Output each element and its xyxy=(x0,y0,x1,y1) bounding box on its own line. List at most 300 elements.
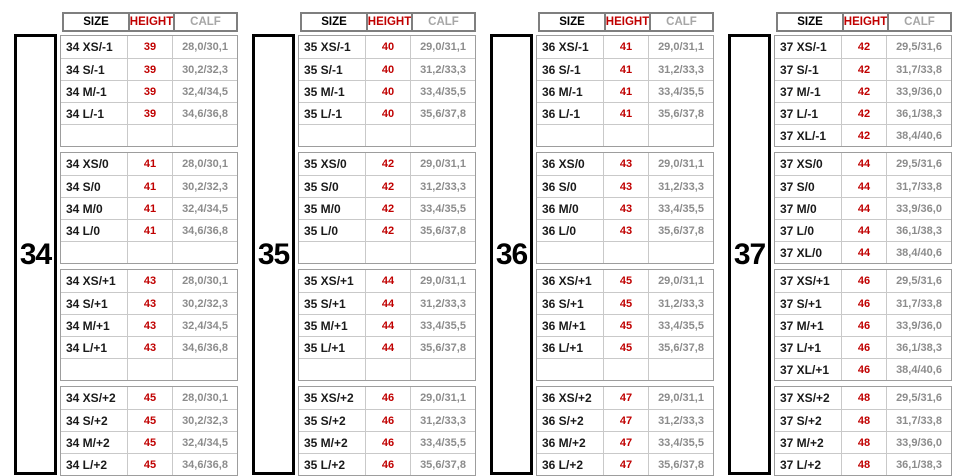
size-cell: 37 S/+1 xyxy=(780,296,822,311)
table-row xyxy=(775,219,951,241)
size-block xyxy=(298,152,476,264)
size-cell: 35 L/+1 xyxy=(304,340,346,355)
table-row xyxy=(299,219,475,241)
size-cell: 35 XS/-1 xyxy=(304,40,351,54)
height-cell: 47 xyxy=(603,454,648,475)
header-calf: CALF xyxy=(411,14,474,30)
height-cell: 46 xyxy=(841,359,886,380)
table-row xyxy=(61,453,237,475)
calf-cell: 36,1/38,3 xyxy=(886,220,951,241)
group-bracket-34 xyxy=(14,34,57,475)
table-row xyxy=(537,197,713,219)
table-row xyxy=(775,102,951,124)
table-row xyxy=(299,153,475,175)
table-row xyxy=(537,431,713,453)
height-cell: 44 xyxy=(365,293,410,314)
height-cell: 45 xyxy=(603,270,648,292)
size-block xyxy=(60,152,238,264)
calf-cell: 29,0/31,1 xyxy=(410,153,475,175)
size-block xyxy=(536,35,714,147)
height-cell: 44 xyxy=(841,153,886,175)
size-cell: 35 L/-1 xyxy=(304,106,343,121)
size-cell: 37 XL/0 xyxy=(780,245,823,260)
height-cell: 39 xyxy=(127,36,172,58)
size-cell: 34 M/+2 xyxy=(66,435,110,450)
size-cell: 36 M/+2 xyxy=(542,435,586,450)
calf-cell: 34,6/36,8 xyxy=(172,454,237,475)
table-row xyxy=(775,58,951,80)
height-cell: 46 xyxy=(841,270,886,292)
size-cell: 34 M/-1 xyxy=(66,84,107,99)
size-cell: 36 L/+1 xyxy=(542,340,584,355)
size-cell: 35 XS/0 xyxy=(304,157,347,171)
table-row xyxy=(775,431,951,453)
size-group-36 xyxy=(490,12,714,476)
calf-cell: 33,4/35,5 xyxy=(410,198,475,219)
group-label: 37 xyxy=(733,237,766,271)
size-cell: 37 S/+2 xyxy=(780,413,822,428)
height-cell: 42 xyxy=(841,103,886,124)
calf-cell: 33,4/35,5 xyxy=(410,432,475,453)
calf-cell: 36,1/38,3 xyxy=(886,454,951,475)
table-row xyxy=(775,124,951,146)
calf-cell: 32,4/34,5 xyxy=(172,315,237,336)
size-cell-empty xyxy=(537,125,603,146)
height-cell: 42 xyxy=(365,176,410,197)
size-cell: 34 M/0 xyxy=(66,201,103,216)
size-cell: 37 L/+2 xyxy=(780,457,822,472)
calf-cell: 36,1/38,3 xyxy=(886,103,951,124)
calf-cell: 36,1/38,3 xyxy=(886,337,951,358)
size-block xyxy=(60,386,238,476)
table-row xyxy=(537,58,713,80)
height-cell: 41 xyxy=(603,36,648,58)
size-block xyxy=(536,152,714,264)
calf-cell: 38,4/40,6 xyxy=(886,359,951,380)
height-cell: 48 xyxy=(841,432,886,453)
calf-cell: 31,2/33,3 xyxy=(410,293,475,314)
calf-cell: 35,6/37,8 xyxy=(648,220,713,241)
height-cell: 43 xyxy=(603,198,648,219)
table-row xyxy=(537,36,713,58)
height-cell: 41 xyxy=(603,59,648,80)
calf-cell: 35,6/37,8 xyxy=(410,454,475,475)
table-row xyxy=(775,197,951,219)
calf-cell: 31,2/33,3 xyxy=(648,410,713,431)
height-cell: 46 xyxy=(365,432,410,453)
calf-cell: 33,9/36,0 xyxy=(886,432,951,453)
size-cell: 35 L/+2 xyxy=(304,457,346,472)
table-row xyxy=(299,58,475,80)
height-cell: 45 xyxy=(603,293,648,314)
size-block xyxy=(536,269,714,381)
calf-cell-empty xyxy=(648,125,713,146)
size-cell: 36 XS/-1 xyxy=(542,40,589,54)
size-cell: 36 S/+1 xyxy=(542,296,584,311)
size-cell: 36 XS/0 xyxy=(542,157,585,171)
calf-cell: 32,4/34,5 xyxy=(172,432,237,453)
size-cell: 35 S/-1 xyxy=(304,62,343,77)
height-cell: 39 xyxy=(127,81,172,102)
height-cell: 41 xyxy=(127,153,172,175)
table-header xyxy=(776,12,952,32)
height-cell: 39 xyxy=(127,59,172,80)
size-cell: 36 M/+1 xyxy=(542,318,586,333)
calf-cell: 34,6/36,8 xyxy=(172,103,237,124)
height-cell: 44 xyxy=(365,270,410,292)
height-cell: 43 xyxy=(127,315,172,336)
table-row xyxy=(537,270,713,292)
table-row xyxy=(299,387,475,409)
header-calf: CALF xyxy=(649,14,712,30)
height-cell: 43 xyxy=(603,220,648,241)
header-height: HEIGHT xyxy=(367,16,412,28)
calf-cell: 30,2/32,3 xyxy=(172,410,237,431)
blank-row xyxy=(537,358,713,380)
size-cell: 34 L/-1 xyxy=(66,106,105,121)
table-row xyxy=(775,175,951,197)
calf-cell: 33,9/36,0 xyxy=(886,198,951,219)
size-cell: 34 L/0 xyxy=(66,223,101,238)
calf-cell: 28,0/30,1 xyxy=(172,153,237,175)
height-cell: 45 xyxy=(127,410,172,431)
size-cell: 36 S/-1 xyxy=(542,62,581,77)
size-cell: 37 XL/+1 xyxy=(780,362,830,377)
calf-cell: 32,4/34,5 xyxy=(172,198,237,219)
size-cell: 34 S/+1 xyxy=(66,296,108,311)
table-row xyxy=(537,175,713,197)
table-row xyxy=(61,197,237,219)
calf-cell: 31,7/33,8 xyxy=(886,293,951,314)
table-row xyxy=(61,36,237,58)
height-cell: 42 xyxy=(841,81,886,102)
height-cell: 41 xyxy=(127,220,172,241)
size-cell: 37 L/0 xyxy=(780,223,815,238)
height-cell: 47 xyxy=(603,387,648,409)
table-row xyxy=(537,453,713,475)
calf-cell: 31,2/33,3 xyxy=(648,59,713,80)
size-cell: 36 M/-1 xyxy=(542,84,583,99)
table-row xyxy=(537,102,713,124)
calf-cell: 29,0/31,1 xyxy=(648,387,713,409)
calf-cell: 30,2/32,3 xyxy=(172,176,237,197)
size-cell: 36 L/+2 xyxy=(542,457,584,472)
height-cell-empty xyxy=(127,242,172,263)
group-bracket-36 xyxy=(490,34,533,475)
calf-cell: 29,5/31,6 xyxy=(886,387,951,409)
size-cell: 35 M/0 xyxy=(304,201,341,216)
height-cell-empty xyxy=(365,359,410,380)
size-cell-empty xyxy=(537,242,603,263)
group-label: 34 xyxy=(19,237,52,271)
table-row xyxy=(775,36,951,58)
table-row xyxy=(537,153,713,175)
size-cell: 35 XS/+1 xyxy=(304,274,354,288)
calf-cell: 28,0/30,1 xyxy=(172,36,237,58)
height-cell: 43 xyxy=(127,293,172,314)
size-block xyxy=(60,269,238,381)
size-cell: 34 S/0 xyxy=(66,179,101,194)
height-cell: 42 xyxy=(841,36,886,58)
calf-cell: 31,2/33,3 xyxy=(648,293,713,314)
size-block xyxy=(536,386,714,476)
height-cell: 43 xyxy=(603,153,648,175)
calf-cell: 29,0/31,1 xyxy=(410,36,475,58)
table-row xyxy=(299,336,475,358)
height-cell: 45 xyxy=(603,337,648,358)
height-cell: 44 xyxy=(365,315,410,336)
table-row xyxy=(537,387,713,409)
size-cell: 36 S/0 xyxy=(542,179,577,194)
table-row xyxy=(775,153,951,175)
calf-cell: 30,2/32,3 xyxy=(172,59,237,80)
height-cell: 45 xyxy=(127,432,172,453)
height-cell: 48 xyxy=(841,410,886,431)
size-cell: 34 L/+1 xyxy=(66,340,108,355)
size-cell: 36 L/-1 xyxy=(542,106,581,121)
height-cell-empty xyxy=(603,359,648,380)
calf-cell-empty xyxy=(410,125,475,146)
blank-row xyxy=(299,241,475,263)
height-cell-empty xyxy=(127,125,172,146)
size-cell: 34 S/-1 xyxy=(66,62,105,77)
size-cell: 37 M/+1 xyxy=(780,318,824,333)
height-cell: 45 xyxy=(127,387,172,409)
size-cell: 34 XS/-1 xyxy=(66,40,113,54)
table-row xyxy=(775,387,951,409)
calf-cell: 38,4/40,6 xyxy=(886,242,951,263)
calf-cell: 28,0/30,1 xyxy=(172,387,237,409)
calf-cell: 33,4/35,5 xyxy=(648,81,713,102)
table-row xyxy=(61,219,237,241)
calf-cell: 30,2/32,3 xyxy=(172,293,237,314)
height-cell: 44 xyxy=(841,220,886,241)
calf-cell: 29,0/31,1 xyxy=(648,270,713,292)
size-cell: 37 S/-1 xyxy=(780,62,819,77)
group-bracket-37 xyxy=(728,34,771,475)
calf-cell-empty xyxy=(172,359,237,380)
height-cell: 40 xyxy=(365,103,410,124)
calf-cell-empty xyxy=(648,359,713,380)
table-row xyxy=(299,292,475,314)
size-cell: 34 M/+1 xyxy=(66,318,110,333)
size-cell-empty xyxy=(299,359,365,380)
table-row xyxy=(299,80,475,102)
height-cell-empty xyxy=(365,125,410,146)
calf-cell: 34,6/36,8 xyxy=(172,337,237,358)
calf-cell: 32,4/34,5 xyxy=(172,81,237,102)
calf-cell: 28,0/30,1 xyxy=(172,270,237,292)
height-cell: 42 xyxy=(841,59,886,80)
table-row xyxy=(537,219,713,241)
height-cell-empty xyxy=(603,242,648,263)
table-row xyxy=(299,431,475,453)
size-cell: 37 M/+2 xyxy=(780,435,824,450)
size-cell: 37 L/+1 xyxy=(780,340,822,355)
height-cell: 40 xyxy=(365,36,410,58)
table-row xyxy=(775,241,951,263)
table-row xyxy=(61,153,237,175)
size-cell: 36 XS/+1 xyxy=(542,274,592,288)
table-row xyxy=(775,292,951,314)
size-cell: 37 L/-1 xyxy=(780,106,819,121)
table-row xyxy=(775,80,951,102)
height-cell-empty xyxy=(365,242,410,263)
calf-cell-empty xyxy=(410,359,475,380)
height-cell: 40 xyxy=(365,59,410,80)
calf-cell-empty xyxy=(410,242,475,263)
group-tables xyxy=(60,12,238,476)
table-row xyxy=(61,387,237,409)
height-cell: 43 xyxy=(127,270,172,292)
calf-cell-empty xyxy=(172,125,237,146)
calf-cell: 31,2/33,3 xyxy=(410,410,475,431)
size-cell: 37 XL/-1 xyxy=(780,128,827,143)
size-group-34 xyxy=(14,12,238,476)
size-cell: 36 M/0 xyxy=(542,201,579,216)
header-calf: CALF xyxy=(887,14,950,30)
calf-cell: 31,2/33,3 xyxy=(410,59,475,80)
calf-cell: 33,9/36,0 xyxy=(886,81,951,102)
table-row xyxy=(299,270,475,292)
group-tables xyxy=(536,12,714,476)
calf-cell: 31,2/33,3 xyxy=(410,176,475,197)
size-cell: 35 M/+1 xyxy=(304,318,348,333)
height-cell: 45 xyxy=(603,315,648,336)
height-cell: 42 xyxy=(365,220,410,241)
calf-cell: 31,2/33,3 xyxy=(648,176,713,197)
height-cell: 44 xyxy=(841,242,886,263)
size-block xyxy=(774,152,952,264)
table-row xyxy=(61,431,237,453)
size-cell: 37 XS/+2 xyxy=(780,391,830,405)
size-block xyxy=(774,35,952,147)
calf-cell: 31,7/33,8 xyxy=(886,410,951,431)
blank-row xyxy=(299,124,475,146)
table-row xyxy=(299,197,475,219)
group-label: 36 xyxy=(495,237,528,271)
height-cell: 41 xyxy=(127,176,172,197)
size-cell: 34 S/+2 xyxy=(66,413,108,428)
table-row xyxy=(61,314,237,336)
table-header xyxy=(62,12,238,32)
header-size: SIZE xyxy=(83,16,109,28)
height-cell: 42 xyxy=(365,153,410,175)
calf-cell: 33,4/35,5 xyxy=(410,315,475,336)
calf-cell: 34,6/36,8 xyxy=(172,220,237,241)
calf-cell: 33,9/36,0 xyxy=(886,315,951,336)
blank-row xyxy=(537,241,713,263)
calf-cell: 35,6/37,8 xyxy=(648,337,713,358)
height-cell: 41 xyxy=(127,198,172,219)
height-cell: 44 xyxy=(365,337,410,358)
size-cell: 35 L/0 xyxy=(304,223,339,238)
size-cell: 35 S/0 xyxy=(304,179,339,194)
table-row xyxy=(537,314,713,336)
table-row xyxy=(775,453,951,475)
table-row xyxy=(537,336,713,358)
calf-cell-empty xyxy=(648,242,713,263)
height-cell: 46 xyxy=(365,454,410,475)
table-row xyxy=(299,102,475,124)
header-size: SIZE xyxy=(321,16,347,28)
size-cell: 37 XS/0 xyxy=(780,157,823,171)
blank-row xyxy=(537,124,713,146)
table-row xyxy=(537,80,713,102)
group-label: 35 xyxy=(257,237,290,271)
table-row xyxy=(775,270,951,292)
size-cell: 35 S/+1 xyxy=(304,296,346,311)
height-cell: 47 xyxy=(603,432,648,453)
table-row xyxy=(61,102,237,124)
calf-cell: 29,0/31,1 xyxy=(410,270,475,292)
table-row xyxy=(61,336,237,358)
calf-cell: 35,6/37,8 xyxy=(648,103,713,124)
calf-cell: 29,0/31,1 xyxy=(410,387,475,409)
calf-cell: 29,5/31,6 xyxy=(886,36,951,58)
size-cell: 34 XS/+2 xyxy=(66,391,116,405)
size-block xyxy=(298,386,476,476)
table-row xyxy=(61,175,237,197)
calf-cell-empty xyxy=(172,242,237,263)
size-block xyxy=(774,269,952,381)
blank-row xyxy=(61,241,237,263)
size-cell-empty xyxy=(299,242,365,263)
calf-cell: 33,4/35,5 xyxy=(410,81,475,102)
blank-row xyxy=(61,124,237,146)
height-cell: 41 xyxy=(603,103,648,124)
size-cell: 34 XS/+1 xyxy=(66,274,116,288)
height-cell: 45 xyxy=(127,454,172,475)
height-cell-empty xyxy=(127,359,172,380)
blank-row xyxy=(299,358,475,380)
height-cell: 39 xyxy=(127,103,172,124)
height-cell: 40 xyxy=(365,81,410,102)
size-block xyxy=(60,35,238,147)
table-row xyxy=(61,292,237,314)
table-row xyxy=(775,358,951,380)
height-cell: 42 xyxy=(365,198,410,219)
header-calf: CALF xyxy=(173,14,236,30)
size-cell-empty xyxy=(299,125,365,146)
calf-cell: 35,6/37,8 xyxy=(410,337,475,358)
table-row xyxy=(61,270,237,292)
calf-cell: 35,6/37,8 xyxy=(410,103,475,124)
header-height: HEIGHT xyxy=(843,16,888,28)
calf-cell: 33,4/35,5 xyxy=(648,315,713,336)
size-block xyxy=(774,386,952,476)
size-cell: 35 M/-1 xyxy=(304,84,345,99)
size-cell-empty xyxy=(537,359,603,380)
group-tables xyxy=(774,12,952,476)
calf-cell: 29,0/31,1 xyxy=(648,36,713,58)
calf-cell: 29,5/31,6 xyxy=(886,270,951,292)
height-cell: 48 xyxy=(841,454,886,475)
size-cell-empty xyxy=(61,359,127,380)
header-height: HEIGHT xyxy=(129,16,174,28)
calf-cell: 29,0/31,1 xyxy=(648,153,713,175)
calf-cell: 35,6/37,8 xyxy=(410,220,475,241)
height-cell: 46 xyxy=(841,293,886,314)
table-row xyxy=(775,336,951,358)
calf-cell: 33,4/35,5 xyxy=(648,198,713,219)
height-cell: 46 xyxy=(841,315,886,336)
size-cell: 34 L/+2 xyxy=(66,457,108,472)
table-row xyxy=(775,409,951,431)
header-size: SIZE xyxy=(559,16,585,28)
size-group-37 xyxy=(728,12,952,476)
height-cell: 43 xyxy=(127,337,172,358)
